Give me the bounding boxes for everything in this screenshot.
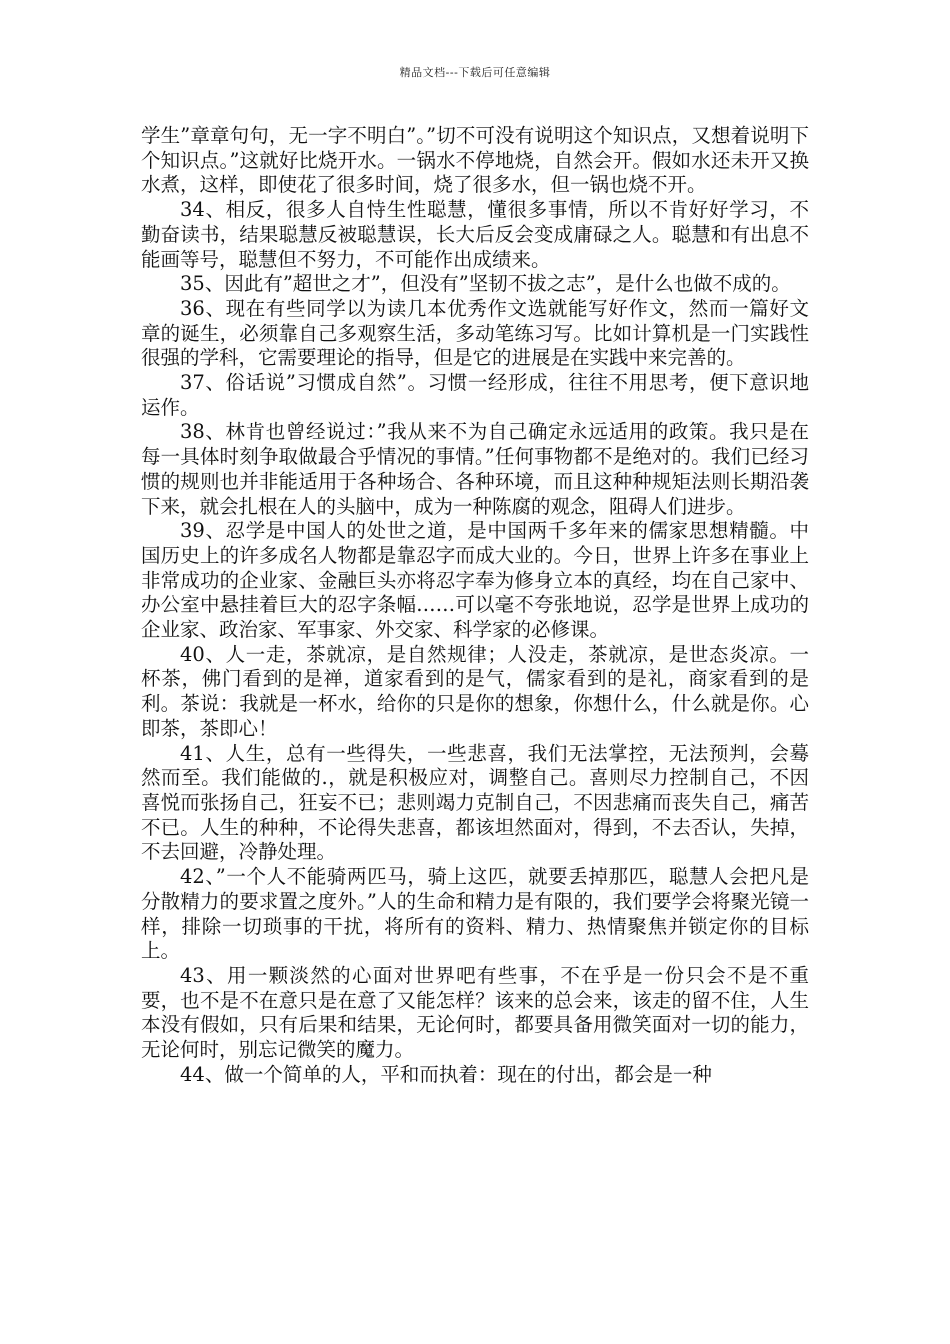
paragraph-37: 37、俗话说”习惯成自然”。习惯一经形成，往往不用思考，便下意识地运作。 <box>141 371 809 419</box>
paragraph-34: 34、相反，很多人自恃生性聪慧，懂很多事情，所以不肯好好学习，不勤奋读书，结果聪慧反被聪慧误，长大后反会变成庸碌之人。聪慧和有出息不能画等号，聪慧但不努力，不可能作出成绩来。 <box>141 198 809 271</box>
page-header: 精品文档---下载后可任意编辑 <box>399 66 551 79</box>
document-body <box>141 124 809 1087</box>
paragraph-43: 43、用一颗淡然的心面对世界吧有些事，不在乎是一份只会不是不重要，也不是不在意只是在意了又能怎样？该来的总会来，该走的留不住，人生本没有假如，只有后果和结果，无论何时，都要具备用微笑面对一切的能力，无论何时，别忘记微笑的魔力。 <box>141 963 809 1062</box>
paragraph-42: 42、”一个人不能骑两匹马，骑上这匹，就要丢掉那匹，聪慧人会把凡是分散精力的要求置之度外。”人的生命和精力是有限的，我们要学会将聚光镜一样，排除一切琐事的干扰，将所有的资料、精力、热情聚焦并锁定你的目标上。 <box>141 865 809 963</box>
paragraph-35: 35、因此有”超世之才”，但没有”坚韧不拔之志”，是什么也做不成的。 <box>180 272 791 296</box>
paragraph-41: 41、人生，总有一些得失，一些悲喜，我们无法掌控，无法预判，会蓦然而至。我们能做的.，就是积极应对，调整自己。喜则尽力控制自己，不因喜悦而张扬自己，狂妄不已；悲则竭力克制自己，不因悲痛而丧失自己，痛苦不已。人生的种种，不论得失悲喜，都该坦然面对，得到，不去否认，失掉，不去回避，冷静处理。 <box>141 741 809 864</box>
paragraph-44: 44、做一个简单的人，平和而执着：现在的付出，都会是一种 <box>180 1062 712 1086</box>
paragraph-40: 40、人一走，茶就凉，是自然规律；人没走，茶就凉，是世态炎凉。一杯茶，佛门看到的是禅，道家看到的是气，儒家看到的是礼，商家看到的是利。茶说：我就是一杯水，给你的只是你的想象，你想什么，什么就是你。心即茶，茶即心！ <box>141 642 809 740</box>
paragraph-36: 36、现在有些同学以为读几本优秀作文选就能写好作文，然而一篇好文章的诞生，必须靠自己多观察生活，多动笔练习写。比如计算机是一门实践性很强的学科，它需要理论的指导，但是它的进展是在实践中来完善的。 <box>141 296 809 370</box>
paragraph-39: 39、忍学是中国人的处世之道，是中国两千多年来的儒家思想精髓。中国历史上的许多成名人物都是靠忍字而成大业的。今日，世界上许多在事业上非常成功的企业家、金融巨头亦将忍字奉为修身立本的真经，均在自己家中、办公室中悬挂着巨大的忍字条幅……可以毫不夸张地说，忍学是世界上成功的企业家、政治家、军事家、外交家、科学家的必修课。 <box>141 519 809 642</box>
paragraph-38: 38、林肯也曾经说过：”我从来不为自己确定永远适用的政策。我只是在每一具体时刻争取做最合乎情况的事情。”任何事物都不是绝对的。我们已经习惯的规则也并非能适用于各种场合、各种环境，而且这种种规矩法则长期沿袭下来，就会扎根在人的头脑中，成为一种陈腐的观念，阻碍人们进步。 <box>141 420 809 518</box>
paragraph-continuation: 学生”章章句句，无一字不明白”。”切不可没有说明这个知识点，又想着说明下个知识点。”这就好比烧开水。一锅水不停地烧，自然会开。假如水还未开又换水煮，这样，即使花了很多时间，烧了很多水，但一锅也烧不开。 <box>141 124 809 197</box>
